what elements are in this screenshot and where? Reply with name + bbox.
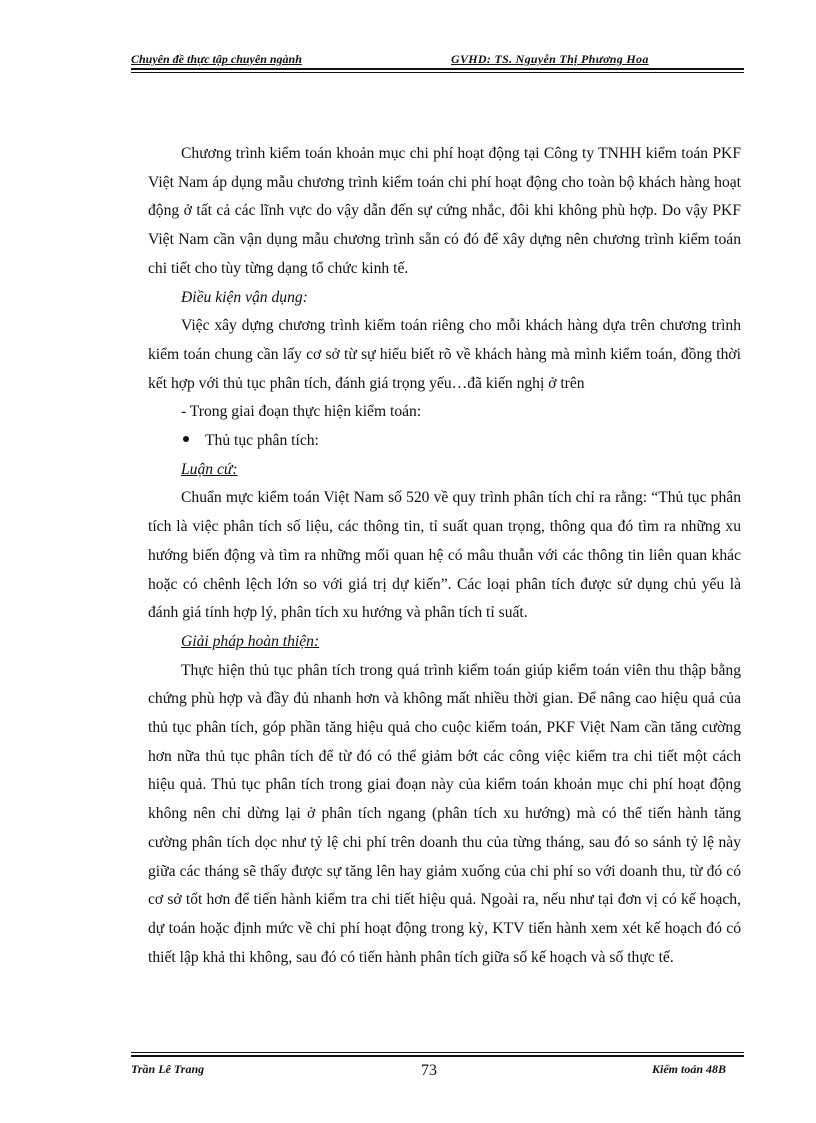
footer-author: Trần Lê Trang (131, 1062, 205, 1076)
paragraph-solution: Thực hiện thủ tục phân tích trong quá trình kiểm toán giúp kiểm toán viên thu thập bằng chứng phù hợp và đầy đủ nhanh hơn và không mất nhiều thời gian. Để nâng cao hiệu quả của thủ tục phân tích, góp phần tăng hiệu quả cho cuộc kiểm toán, PKF Việt Nam cần tăng cường hơn nữa thủ tục phân tích để từ đó có thể giảm bớt các công việc kiểm tra chi tiết một cách hiệu quả. Thủ tục phân tích trong giai đoạn này của kiểm toán khoản mục chi phí hoạt động không nên chỉ dừng lại ở phân tích ngang (phân tích xu hướng) mà có thể tiến hành tăng cường phân tích dọc như tỷ lệ chi phí trên doanh thu của từng tháng, sau đó so sánh tỷ lệ này giữa các tháng sẽ thấy được sự tăng lên hay giảm xuống của chi phí so với doanh thu, từ đó có cơ sở tốt hơn để tiến hành kiểm tra chi tiết hiệu quả. Ngoài ra, nếu như tại đơn vị có kế hoạch, dự toán hoặc định mức về chi phí hoạt động trong kỳ, KTV tiến hành xem xét kế hoạch đó có thiết lập khả thi không, sau đó có tiến hành phân tích giữa số kế hoạch và số thực tế. (148, 661, 741, 966)
bullet-icon (183, 436, 189, 442)
heading-giai-phap: Giải pháp hoàn thiện: (181, 632, 320, 650)
page-number: 73 (421, 1062, 437, 1079)
footer-rule-thick (131, 1055, 744, 1057)
page-footer (131, 1060, 744, 1084)
bullet-list-item (148, 427, 741, 456)
dash-list-item: - Trong giai đoạn thực hiện kiểm toán: (181, 403, 422, 421)
paragraph-standard-520: Chuẩn mực kiểm toán Việt Nam số 520 về quy trình phân tích chỉ ra rằng: “Thủ tục phân tích là việc phân tích số liệu, các thông tin, tỉ suất quan trọng, thông qua đó tìm ra những xu hướng biến động và tìm ra những mối quan hệ có mâu thuẫn với các thông tin liên quan khác hoặc có chênh lệch lớn so với giá trị dự kiến”. Các loại phân tích được sử dụng chủ yếu là đánh giá tính hợp lý, phân tích xu hướng và phân tích tỉ suất. (148, 489, 741, 622)
heading-luan-cu: Luận cứ: (181, 460, 238, 478)
header-rule-thin (131, 72, 744, 73)
paragraph-intro: Chương trình kiểm toán khoản mục chi phí hoạt động tại Công ty TNHH kiểm toán PKF Việt Nam áp dụng mẫu chương trình kiểm toán chi phí hoạt động cho toàn bộ khách hàng hoạt động ở tất cả các lĩnh vực do vậy dẫn đến sự cứng nhắc, đôi khi không phù hợp. Do vậy PKF Việt Nam cần vận dụng mẫu chương trình sẵn có đó để xây dựng nên chương trình kiểm toán chi tiết cho tùy từng dạng tổ chức kinh tế. (148, 145, 741, 277)
header-supervisor: GVHD: TS. Nguyễn Thị Phương Hoa (451, 52, 649, 66)
heading-dieu-kien-van-dung: Điều kiện vận dụng: (181, 288, 308, 306)
bullet-item-text: Thủ tục phân tích: (205, 432, 319, 450)
paragraph-conditions: Việc xây dựng chương trình kiểm toán riêng cho mỗi khách hàng dựa trên chương trình kiểm toán chung cần lấy cơ sở từ sự hiểu biết rõ về khách hàng mà mình kiểm toán, đồng thời kết hợp với thủ tục phân tích, đánh giá trọng yếu…đã kiến nghị ở trên (148, 317, 741, 392)
header-rule-thick (131, 68, 744, 70)
header-course-title: Chuyên đề thực tập chuyên ngành (131, 52, 302, 66)
page-body (148, 140, 741, 972)
footer-rule-thin (131, 1052, 744, 1053)
footer-class: Kiểm toán 48B (651, 1062, 726, 1076)
